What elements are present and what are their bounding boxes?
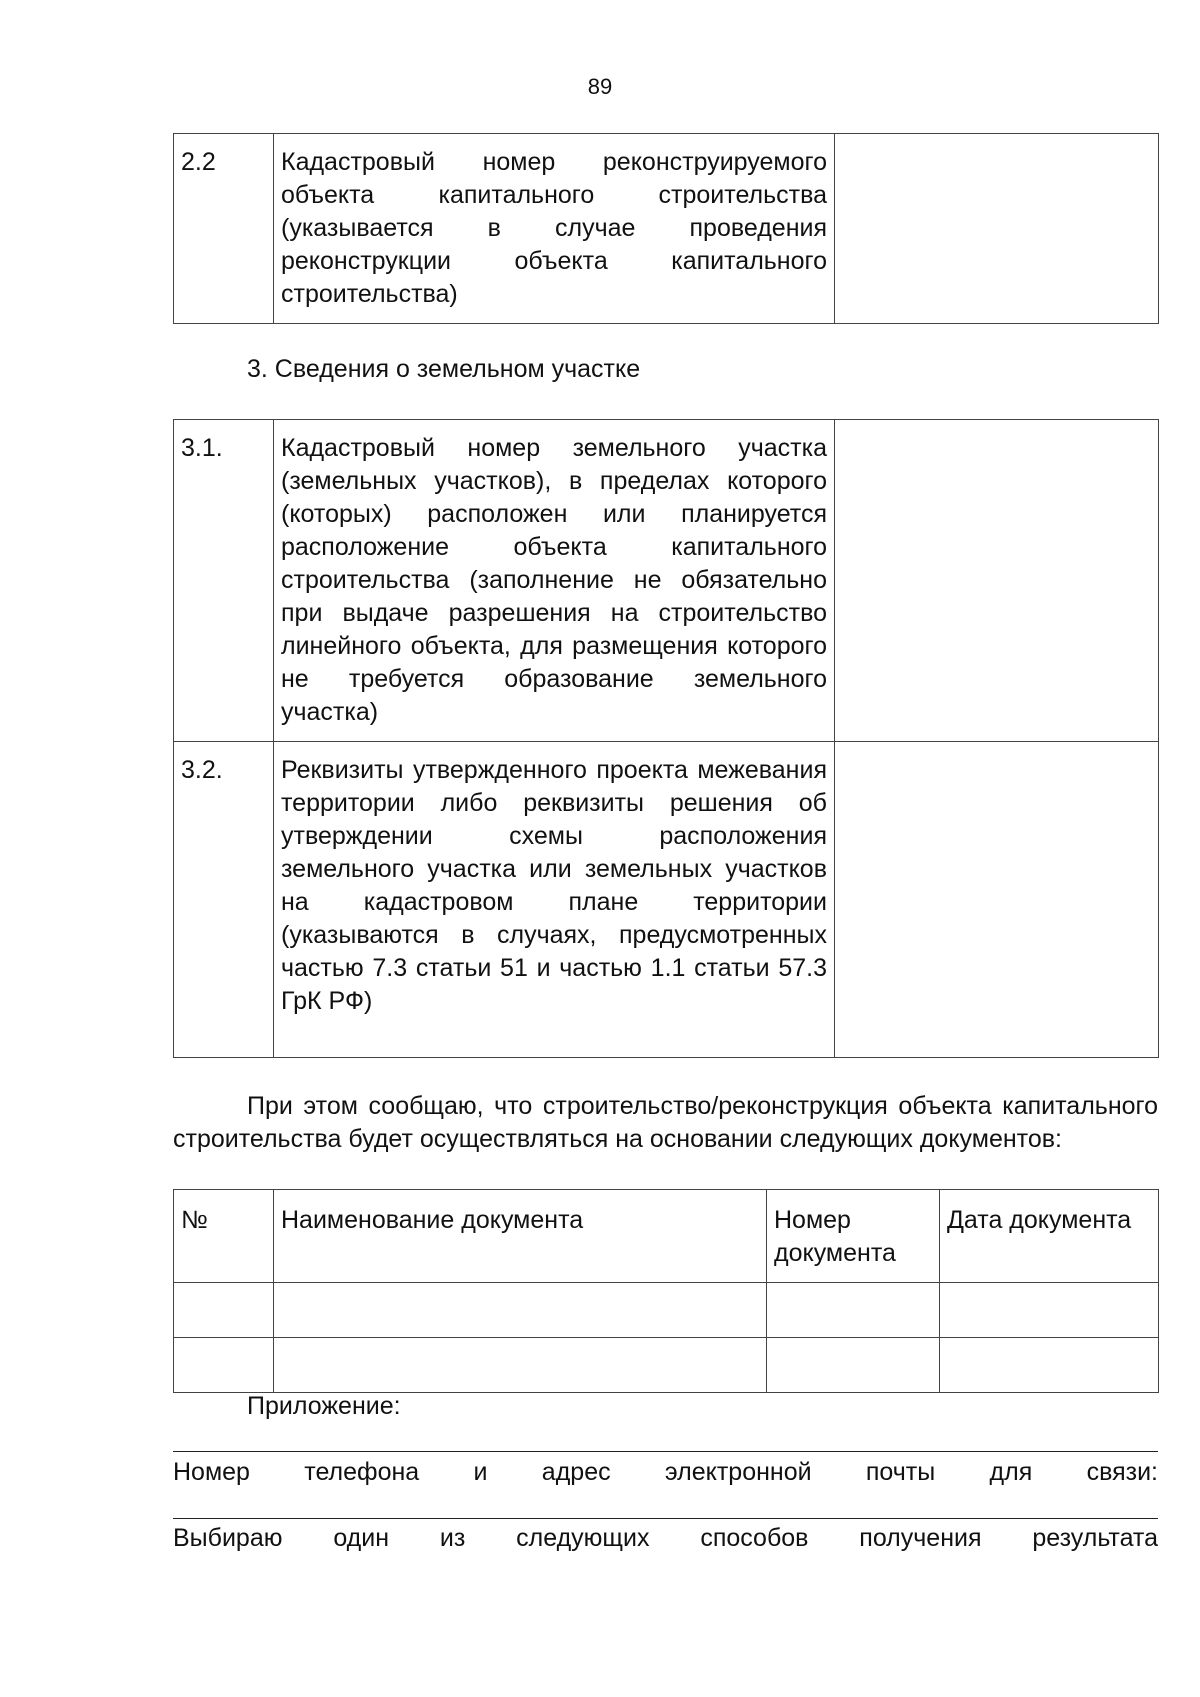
result-method-text: Выбираю один из следующих способов получения результата <box>173 1524 1158 1552</box>
cell-number[interactable] <box>174 1338 274 1393</box>
cell-document-number[interactable] <box>767 1338 940 1393</box>
row-description: Реквизиты утвержденного проекта межевания территории либо реквизиты решения об утверждении схемы расположения земельного участка или земельных участков на кадастровом плане территории (указываются в случаях, предусмотренных частью 7.3 статьи 51 и частью 1.1 статьи 57.3 ГрК РФ) <box>274 742 835 1058</box>
row-number: 3.2. <box>174 742 274 1058</box>
row-value-field[interactable] <box>835 742 1159 1058</box>
cell-document-date[interactable] <box>940 1283 1159 1338</box>
attachment-fill-line[interactable] <box>173 1451 1158 1452</box>
table-row <box>174 742 1159 1058</box>
cell-document-name[interactable] <box>274 1338 767 1393</box>
table-header-row <box>174 1190 1159 1283</box>
row-number: 3.1. <box>174 420 274 742</box>
table-row <box>174 420 1159 742</box>
note-paragraph: При этом сообщаю, что строительство/реконструкция объекта капитального строительства будет осуществляться на основании следующих документов: <box>173 1092 1158 1153</box>
page-number: 89 <box>587 74 613 99</box>
header-document-name: Наименование документа <box>274 1190 767 1283</box>
phone-email-label: Номер телефона и адрес электронной почты для связи: <box>173 1458 1158 1486</box>
row-description: Кадастровый номер земельного участка (земельных участков), в пределах которого (которых) расположен или планируется расположение объекта капитального строительства (заполнение не обязательно при выдаче разрешения на строительство линейного объекта, для размещения которого не требуется образование земельного участка) <box>274 420 835 742</box>
cadastral-reconstruction-table <box>173 133 1159 324</box>
row-value-field[interactable] <box>835 420 1159 742</box>
table-row <box>174 1283 1159 1338</box>
phone-email-fill-line[interactable] <box>173 1518 1158 1519</box>
table-row <box>174 134 1159 324</box>
cell-document-number[interactable] <box>767 1283 940 1338</box>
attachment-label: Приложение: <box>247 1392 401 1420</box>
table-row <box>174 1338 1159 1393</box>
cell-number[interactable] <box>174 1283 274 1338</box>
cell-document-name[interactable] <box>274 1283 767 1338</box>
header-number: № <box>174 1190 274 1283</box>
documents-table <box>173 1189 1159 1393</box>
cell-document-date[interactable] <box>940 1338 1159 1393</box>
land-plot-table <box>173 419 1159 1058</box>
row-value-field[interactable] <box>835 134 1159 324</box>
row-number: 2.2 <box>174 134 274 324</box>
header-document-date: Дата документа <box>940 1190 1159 1283</box>
section-heading: 3. Сведения о земельном участке <box>247 355 641 383</box>
row-description: Кадастровый номер реконструируемого объекта капитального строительства (указывается в случае проведения реконструкции объекта капитального строительства) <box>274 134 835 324</box>
header-document-number: Номер документа <box>767 1190 940 1283</box>
